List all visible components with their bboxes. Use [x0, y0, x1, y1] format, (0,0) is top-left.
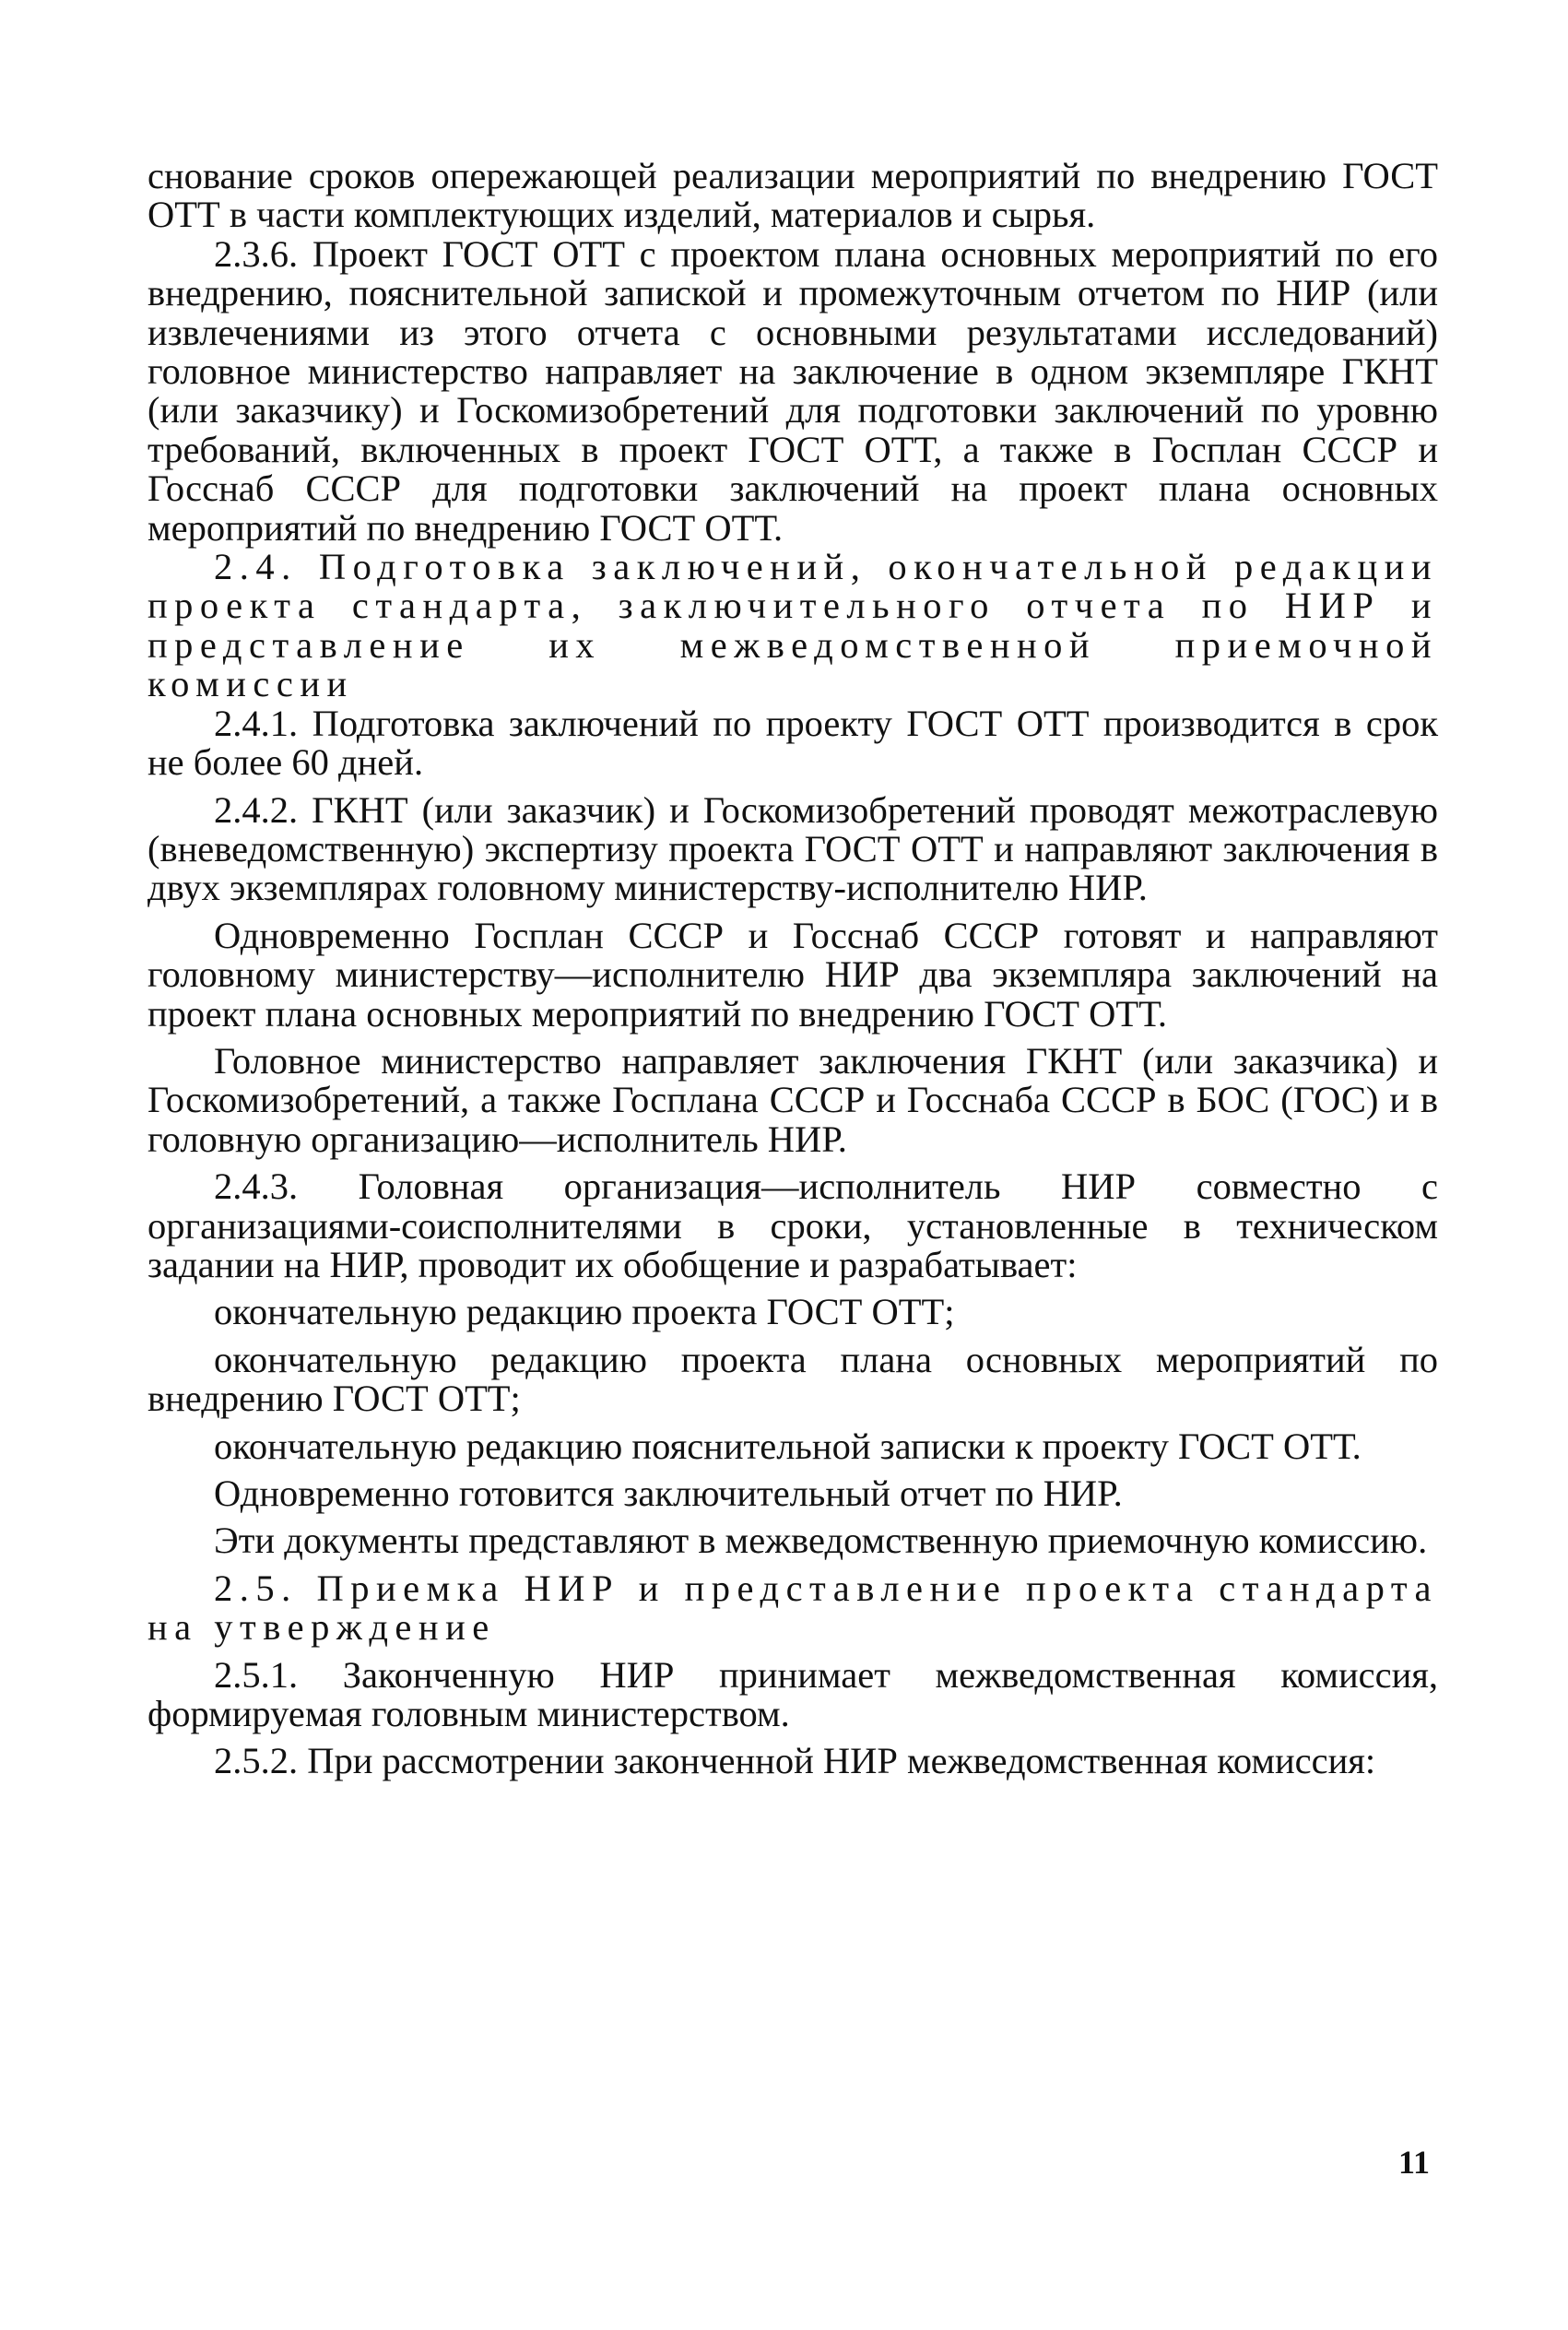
clause-2-5-1: 2.5.1. Законченную НИР принимает межведомственная комиссия, формируемая головным министерством.: [147, 1653, 1438, 1735]
clause-2-4-3: 2.4.3. Головная организация—исполнитель НИР совместно с организациями-соисполнителями в сроки, установленные в техническом задании на НИР, проводит их обобщение и разрабатывает:: [147, 1165, 1438, 1285]
list-item: окончательную редакцию пояснительной записки к проекту ГОСТ ОТТ.: [214, 1425, 1362, 1467]
paragraph-head-ministry: Головное министерство направляет заключения ГКНТ (или заказчика) и Госкомизобретений, а также Госплана СССР и Госснаба СССР в БОС (ГОС) и в головную организацию—исполнитель НИР.: [147, 1039, 1438, 1160]
list-item: окончательную редакцию проекта ГОСТ ОТТ;: [214, 1291, 955, 1333]
page-number: 11: [1397, 2144, 1430, 2181]
clause-2-4-2: 2.4.2. ГКНТ (или заказчик) и Госкомизобретений проводят межотраслевую (вневедомственную) экспертизу проекта ГОСТ ОТТ и направляют заключения в двух экземплярах головному министерству-исполнителю НИР.: [147, 788, 1438, 909]
body-text: [147, 157, 1438, 1781]
paragraph-documents-submitted: Эти документы представляют в межведомственную приемочную комиссию.: [214, 1520, 1428, 1562]
section-heading-2-5: 2.5. Приемка НИР и представление проекта стандарта на утверждение: [147, 1567, 1438, 1649]
list-item: окончательную редакцию проекта плана основных мероприятий по внедрению ГОСТ ОТТ;: [147, 1338, 1438, 1420]
clause-2-4-1: 2.4.1. Подготовка заключений по проекту ГОСТ ОТТ производится в срок не более 60 дней.: [147, 702, 1438, 784]
clause-2-3-6: 2.3.6. Проект ГОСТ ОТТ с проектом плана основных мероприятий по его внедрению, пояснительной запиской и промежуточным отчетом по НИР (или извлечениями из этого отчета с основными результатами исследований) головное министерство направляет на заключение в одном экземпляре ГКНТ (или заказчику) и Госкомизобретений для подготовки заключений по уровню требований, включенных в проект ГОСТ ОТТ, а также в Госплан СССР и Госснаб СССР для подготовки заключений на проект плана основных мероприятий по внедрению ГОСТ ОТТ.: [147, 232, 1438, 549]
clause-2-5-2: 2.5.2. При рассмотрении законченной НИР межведомственная комиссия:: [214, 1740, 1376, 1782]
paragraph-continuation: снование сроков опережающей реализации мероприятий по внедрению ГОСТ ОТТ в части комплектующих изделий, материалов и сырья.: [147, 155, 1438, 236]
paragraph-gosplan-gossnab: Одновременно Госплан СССР и Госснаб СССР готовят и направляют головному министерству—исполнителю НИР два экземпляра заключений на проект плана основных мероприятий по внедрению ГОСТ ОТТ.: [147, 914, 1438, 1035]
section-heading-2-4: 2.4. Подготовка заключений, окончательной редакции проекта стандарта, заключительного отчета по НИР и представление их межведомственной приемочной комиссии: [147, 546, 1438, 705]
paragraph-final-report: Одновременно готовится заключительный отчет по НИР.: [214, 1473, 1123, 1514]
